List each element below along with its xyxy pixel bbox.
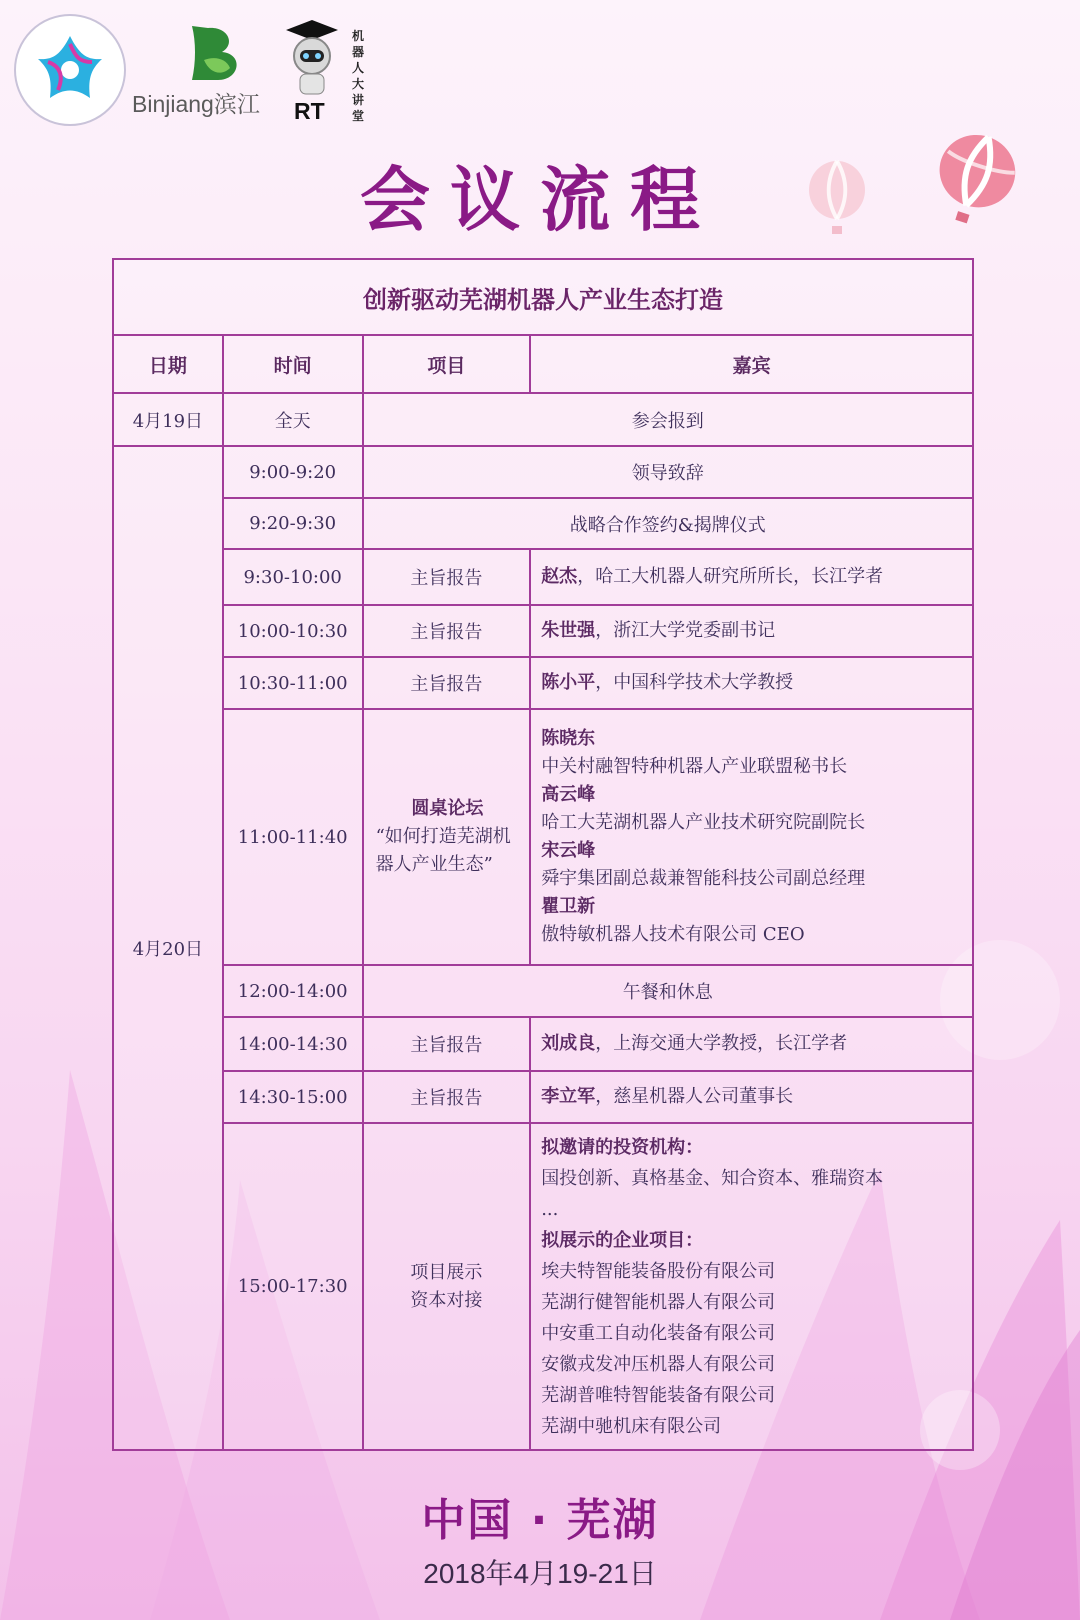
- guest-cell: 刘成良，上海交通大学教授，长江学者: [530, 1017, 973, 1071]
- item-cell: [363, 1123, 531, 1450]
- rt-logo-text: RT: [294, 98, 325, 124]
- investor-title: 拟邀请的投资机构：: [541, 1136, 704, 1158]
- footer-location: 中国 · 芜湖: [421, 1495, 659, 1546]
- time-cell: 9:00-9:20: [223, 446, 363, 498]
- footer-dates: 2018年4月19-21日: [423, 1558, 657, 1589]
- table-row: [113, 549, 973, 605]
- forum-topic: “如何打造芜湖机器人产业生态”: [375, 826, 511, 875]
- star-logo-icon: [16, 16, 124, 124]
- guest-name: 朱世强: [541, 620, 596, 641]
- guest-name: 陈晓东: [541, 728, 596, 749]
- project-item: 芜湖行健智能机器人有限公司: [541, 1291, 776, 1313]
- time-cell: 全天: [223, 393, 363, 446]
- guest-desc: 中关村融智特种机器人产业联盟秘书长: [541, 756, 848, 777]
- guest-desc: 上海交通大学教授，长江学者: [613, 1033, 848, 1054]
- binjiang-logo: [132, 22, 282, 122]
- item-cell: 主旨报告: [363, 549, 531, 605]
- date-cell: 4月19日: [113, 393, 223, 446]
- item-line: 项目展示: [410, 1261, 483, 1283]
- guest-cell: [530, 1123, 973, 1450]
- forum-title: 圆桌论坛: [411, 798, 484, 819]
- guest-name: 瞿卫新: [541, 896, 596, 917]
- guest-desc: 傲特敏机器人技术有限公司 CEO: [541, 924, 805, 945]
- guest-name: 高云峰: [541, 784, 596, 805]
- page-title: 会议流程: [360, 158, 720, 241]
- item-cell: [363, 709, 531, 965]
- time-cell: 9:30-10:00: [223, 549, 363, 605]
- guest-cell: 李立军，慈星机器人公司董事长: [530, 1071, 973, 1123]
- investor-more: ...: [541, 1198, 559, 1220]
- table-row: [113, 393, 973, 446]
- guest-desc: 舜宇集团副总裁兼智能科技公司副总经理: [541, 868, 866, 889]
- guest-desc: 浙江大学党委副书记: [613, 620, 776, 641]
- guest-desc: 慈星机器人公司董事长: [613, 1086, 794, 1107]
- table-row: [113, 657, 973, 709]
- item-cell: 主旨报告: [363, 605, 531, 657]
- header-date: 日期: [113, 335, 223, 393]
- item-cell: 主旨报告: [363, 657, 531, 709]
- guest-cell: 赵杰，哈工大机器人研究所所长，长江学者: [530, 549, 973, 605]
- project-item: 芜湖普唯特智能装备有限公司: [541, 1384, 776, 1406]
- guest-name: 赵杰: [541, 566, 578, 587]
- guest-desc: 中国科学技术大学教授: [613, 672, 794, 693]
- guest-cell: [530, 709, 973, 965]
- time-cell: 15:00-17:30: [223, 1123, 363, 1450]
- project-item: 芜湖中驰机床有限公司: [541, 1415, 722, 1437]
- agenda-table: [112, 258, 974, 1451]
- project-item: 安徽戎发冲压机器人有限公司: [541, 1353, 776, 1375]
- item-cell: 主旨报告: [363, 1071, 531, 1123]
- item-cell: 午餐和休息: [363, 965, 973, 1017]
- header-item: 项目: [363, 335, 531, 393]
- guest-desc: 哈工大机器人研究所所长，长江学者: [595, 566, 884, 587]
- association-logo: [14, 14, 126, 126]
- time-cell: 14:00-14:30: [223, 1017, 363, 1071]
- time-cell: 10:00-10:30: [223, 605, 363, 657]
- guest-cell: 陈小平，中国科学技术大学教授: [530, 657, 973, 709]
- binjiang-b-icon: [178, 22, 248, 84]
- item-cell: 参会报到: [363, 393, 973, 446]
- project-item: 中安重工自动化装备有限公司: [541, 1322, 776, 1344]
- guest-name: 李立军: [541, 1086, 596, 1107]
- table-header-row: [113, 335, 973, 393]
- time-cell: 9:20-9:30: [223, 498, 363, 549]
- table-row: [113, 1071, 973, 1123]
- table-row: [113, 446, 973, 498]
- item-cell: 战略合作签约&揭牌仪式: [363, 498, 973, 549]
- table-row: [113, 1017, 973, 1071]
- table-row: [113, 498, 973, 549]
- item-cell: 领导致辞: [363, 446, 973, 498]
- time-cell: 12:00-14:00: [223, 965, 363, 1017]
- item-cell: 主旨报告: [363, 1017, 531, 1071]
- time-cell: 10:30-11:00: [223, 657, 363, 709]
- binjiang-logo-text: Binjiang滨江: [132, 91, 260, 117]
- robot-graduate-icon: [282, 18, 342, 100]
- table-row: [113, 1123, 973, 1450]
- item-line: 资本对接: [410, 1289, 483, 1311]
- table-row: [113, 965, 973, 1017]
- investor-list: 国投创新、真格基金、知合资本、雅瑞资本: [541, 1167, 884, 1189]
- guest-desc: 哈工大芜湖机器人产业技术研究院副院长: [541, 812, 866, 833]
- robot-lecture-logo: [282, 18, 382, 126]
- project-title: 拟展示的企业项目：: [541, 1229, 704, 1251]
- table-row: [113, 605, 973, 657]
- table-row: [113, 709, 973, 965]
- time-cell: 14:30-15:00: [223, 1071, 363, 1123]
- project-item: 埃夫特智能装备股份有限公司: [541, 1260, 776, 1282]
- guest-name: 宋云峰: [541, 840, 596, 861]
- header-guest: 嘉宾: [530, 335, 973, 393]
- guest-name: 陈小平: [541, 672, 596, 693]
- date-cell: 4月20日: [113, 446, 223, 1450]
- table-theme: 创新驱动芜湖机器人产业生态打造: [113, 259, 973, 335]
- table-theme-row: [113, 259, 973, 335]
- time-cell: 11:00-11:40: [223, 709, 363, 965]
- guest-name: 刘成良: [541, 1033, 596, 1054]
- rt-vertical-text: 机器人大讲堂: [352, 29, 365, 123]
- header-time: 时间: [223, 335, 363, 393]
- guest-cell: 朱世强，浙江大学党委副书记: [530, 605, 973, 657]
